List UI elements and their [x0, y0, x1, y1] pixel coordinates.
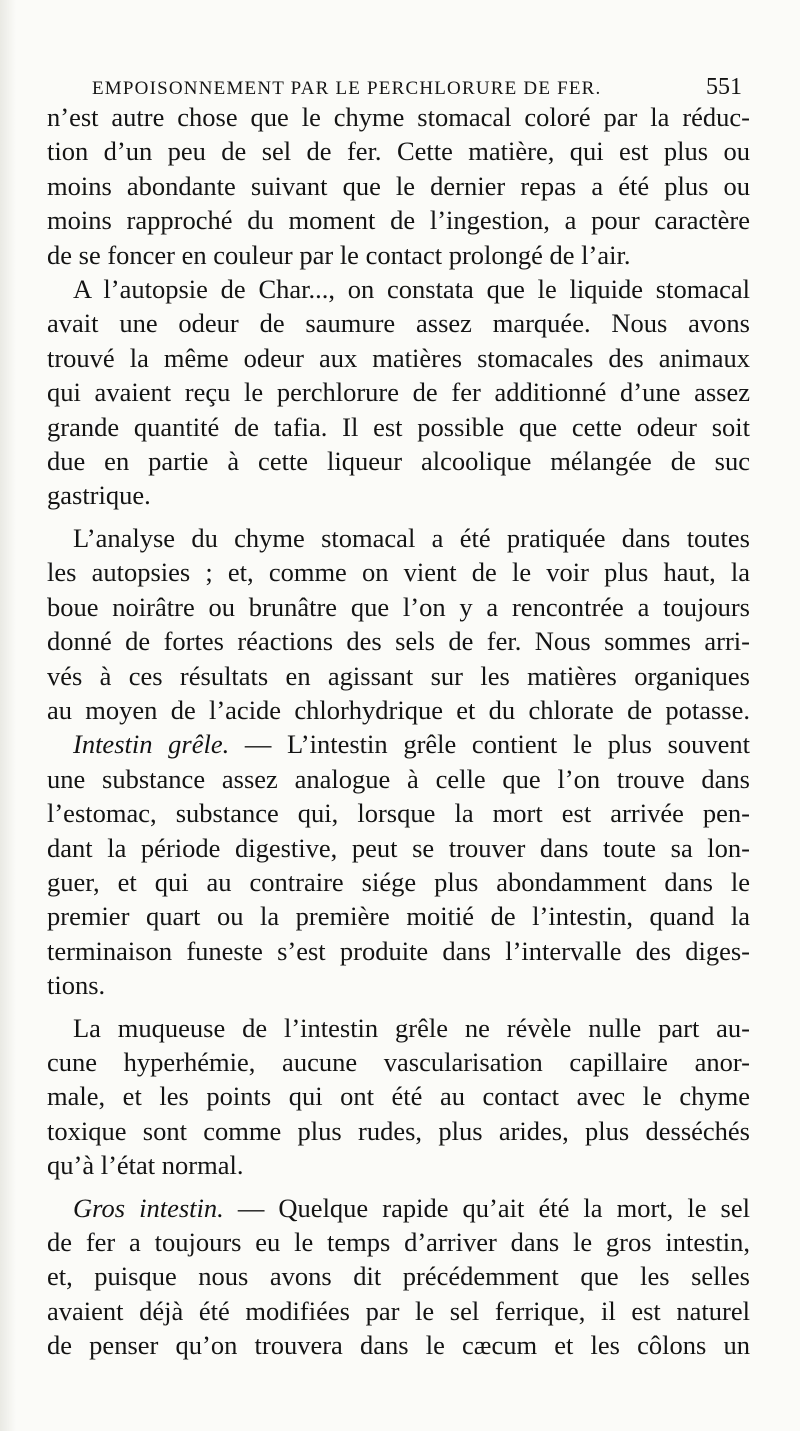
- text-line: grande quantité de tafia. Il est possible que cette odeur soit: [47, 411, 750, 442]
- paragraph-5: [47, 1011, 750, 1183]
- text-run: — L’intestin grêle contient le plus souvent: [229, 729, 750, 760]
- text-line: male, et les points qui ont été au contact avec le chyme: [47, 1081, 750, 1112]
- running-title: EMPOISONNEMENT PAR LE PERCHLORURE DE FER.: [92, 78, 602, 99]
- text-line: [47, 727, 750, 761]
- text-line: une substance assez analogue à celle que l’on trouve dans: [47, 763, 750, 794]
- text-line: avaient déjà été modifiées par le sel ferrique, il est naturel: [47, 1295, 750, 1326]
- text-run: — Quelque rapide qu’ait été la mort, le sel: [223, 1192, 750, 1223]
- running-header: [92, 74, 742, 101]
- paragraph-3: [47, 521, 750, 727]
- text-line: tion d’un peu de sel de fer. Cette matière, qui est plus ou: [47, 136, 750, 167]
- text-line: [47, 1191, 750, 1225]
- paragraph-4: [47, 727, 750, 1002]
- text-line: gastrique.: [47, 480, 151, 511]
- body-text: [47, 100, 750, 1363]
- page-number: 551: [706, 74, 742, 100]
- text-line: de fer a toujours eu le temps d’arriver dans le gros intestin,: [47, 1227, 750, 1257]
- page-scan-edge: [0, 0, 16, 1431]
- text-line: donné de fortes réactions des sels de fer. Nous sommes arri-: [47, 626, 750, 657]
- text-line: les autopsies ; et, comme on vient de le voir plus haut, la: [47, 557, 750, 588]
- text-line: guer, et qui au contraire siége plus abondamment dans le: [47, 866, 750, 897]
- section-heading-intestin-grele: Intestin grêle.: [73, 729, 230, 760]
- text-line: L’analyse du chyme stomacal a été pratiquée dans toutes: [73, 522, 750, 553]
- text-line: l’estomac, substance qui, lorsque la mort est arrivée pen-: [47, 798, 750, 829]
- text-line: cune hyperhémie, aucune vascularisation capillaire anor-: [47, 1046, 750, 1077]
- text-line: n’est autre chose que le chyme stomacal coloré par la réduc-: [47, 102, 750, 132]
- text-line: terminaison funeste s’est produite dans l’intervalle des diges-: [47, 935, 750, 966]
- text-line: due en partie à cette liqueur alcoolique mélangée de suc: [47, 446, 750, 477]
- text-line: moins rapproché du moment de l’ingestion, a pour caractère: [47, 205, 750, 236]
- text-line: A l’autopsie de Char..., on constata que le liquide stomacal: [73, 274, 750, 305]
- paragraph-6: [47, 1191, 750, 1363]
- text-line: vés à ces résultats en agissant sur les matières organiques: [47, 660, 750, 691]
- paragraph-2: [47, 272, 750, 513]
- section-heading-gros-intestin: Gros intestin.: [73, 1192, 224, 1223]
- text-line: dant la période digestive, peut se trouver dans toute sa lon-: [47, 832, 750, 863]
- paragraph-1: [47, 100, 750, 272]
- text-line: trouvé la même odeur aux matières stomacales des animaux: [47, 342, 750, 373]
- text-line: boue noirâtre ou brunâtre que l’on y a rencontrée a toujours: [47, 591, 750, 622]
- text-line: de penser qu’on trouvera dans le cæcum et les côlons un: [47, 1330, 750, 1361]
- text-line: tions.: [47, 970, 106, 1001]
- text-line: qu’à l’état normal.: [47, 1150, 244, 1181]
- text-line: et, puisque nous avons dit précédemment que les selles: [47, 1261, 750, 1292]
- text-line: premier quart ou la première moitié de l’intestin, quand la: [47, 901, 750, 932]
- text-line: de se foncer en couleur par le contact prolongé de l’air.: [47, 239, 631, 270]
- text-line: toxique sont comme plus rudes, plus arides, plus desséchés: [47, 1115, 750, 1146]
- text-line: La muqueuse de l’intestin grêle ne révèle nulle part au-: [73, 1012, 750, 1043]
- text-line: qui avaient reçu le perchlorure de fer additionné d’une assez: [47, 377, 750, 408]
- text-line: avait une odeur de saumure assez marquée. Nous avons: [47, 308, 750, 339]
- text-line: au moyen de l’acide chlorhydrique et du chlorate de potasse.: [47, 694, 750, 725]
- text-line: moins abondante suivant que le dernier repas a été plus ou: [47, 170, 750, 201]
